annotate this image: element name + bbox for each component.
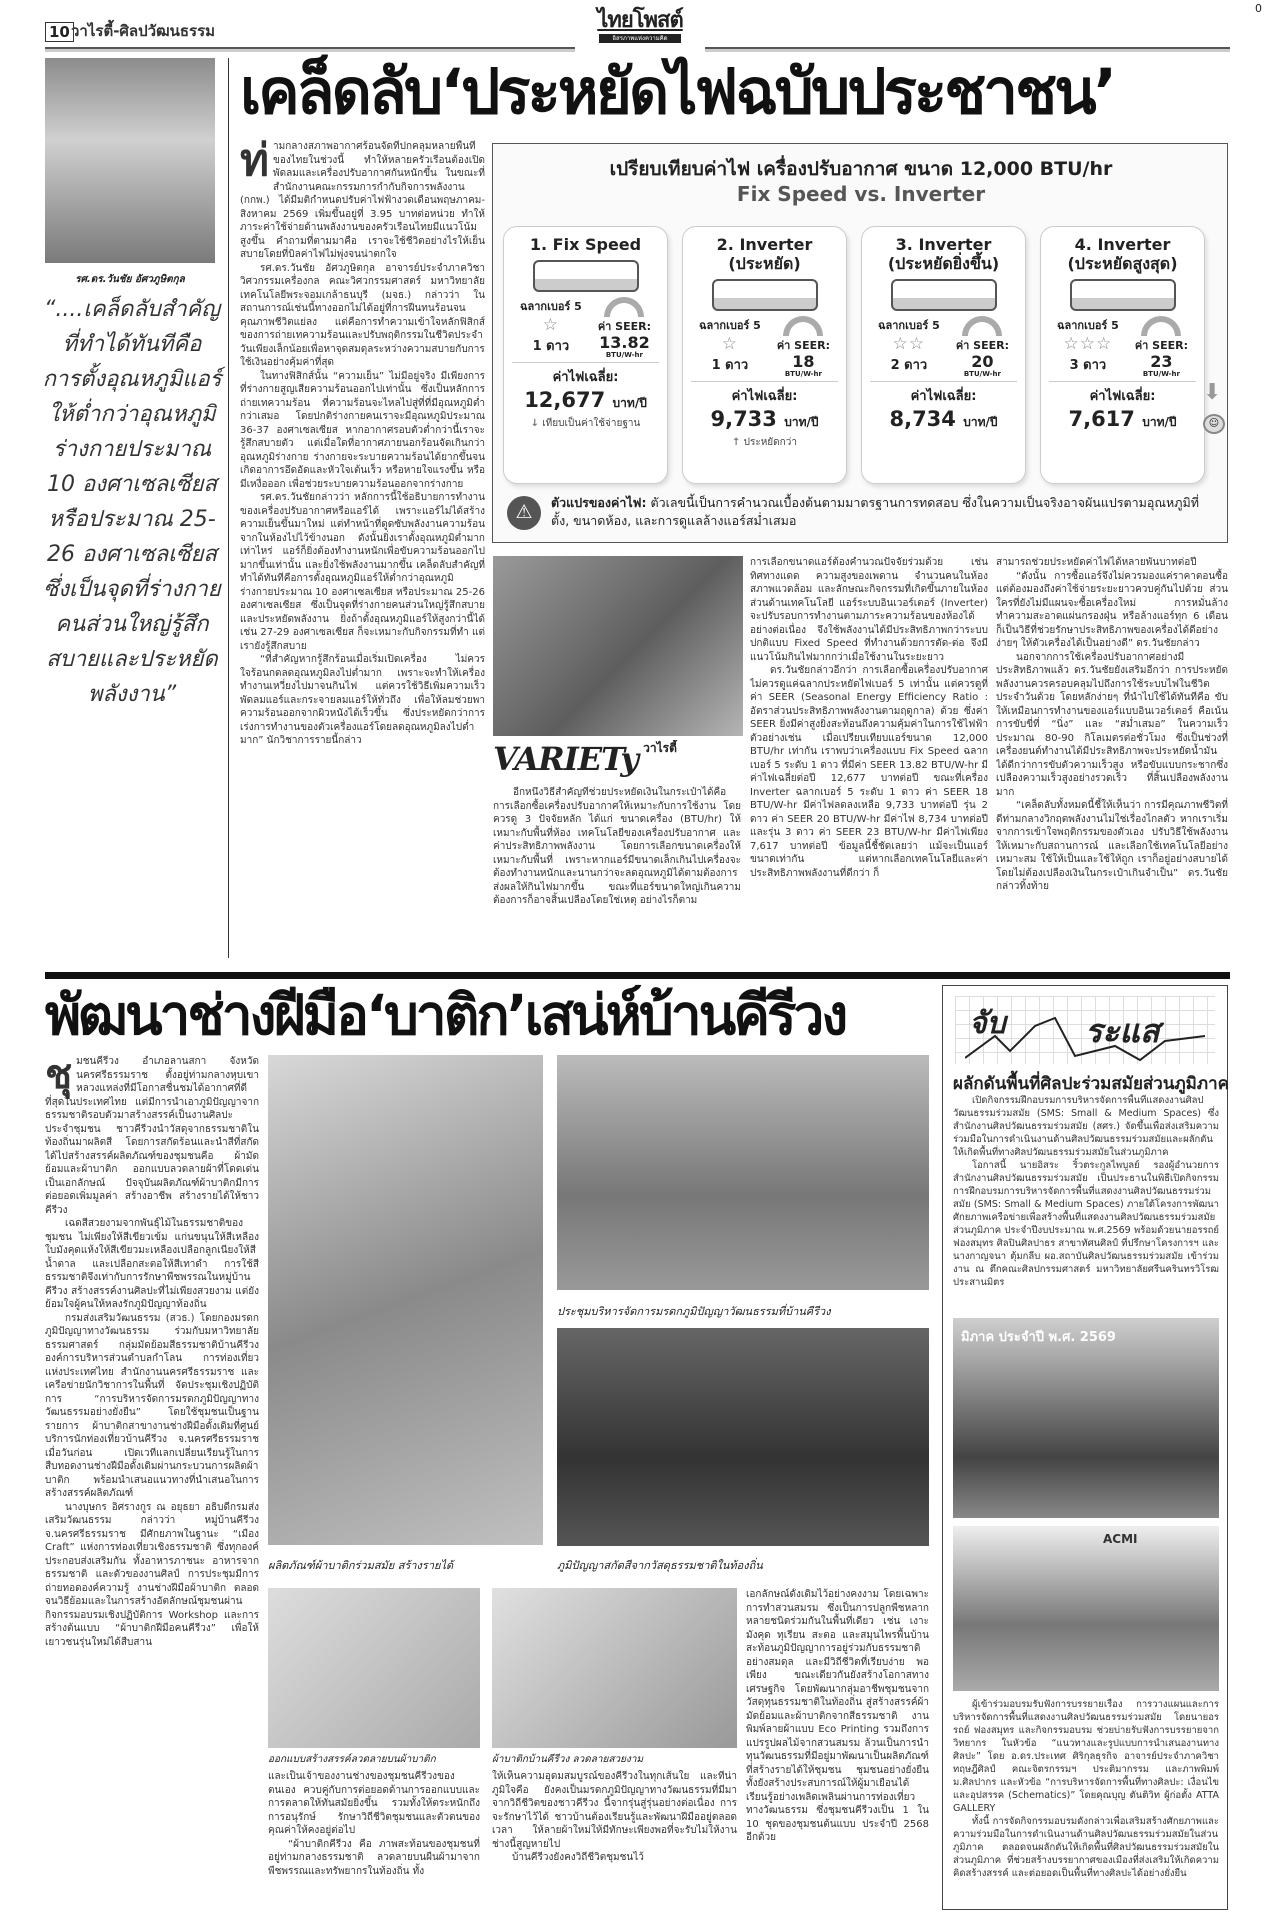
corner-mark: 0	[1255, 2, 1262, 15]
photo-batik-mannequin	[268, 1055, 543, 1545]
card-title-text: 4. Inverter	[1074, 235, 1171, 254]
paragraph: โอกาสนี้ นายอิสระ ริ้วตระกูลไพบูลย์ รองผู้อำนวยการสำนักงานศิลปวัฒนธรรมร่วมสมัย เป็นประธานในพิธีเปิดกิจกรรมการฝึกอบรมการบริหารจัดการพื้นที่แสดงงานศิลปวัฒนธรรมร่วมสมัย (SMS: Small & Medium Spaces) ภายใต้โครงการพัฒนาศักยภาพเครือข่ายเพื่อสร้างพื้นที่แสดงงานศิลปวัฒนธรรมร่วมสมัยส่วนภูมิภาค ประจำปีงบประมาณ พ.ศ.2569 พร้อมด้วยนายอรรถย์ ฟองสมุทร ศิลปินศิลปาธร สาขาทัศนศิลป์ ที่ปรึกษาโครงการฯ และนางกาญจนา ตุ้มกลีบ ผอ.สถาบันศิลปวัฒนธรรมร่วมสมัย เข้าร่วมงาน ณ ตึกคณะศิลปกรรมศาสตร์ มหาวิทยาลัยศรีนครินทรวิโรฒ ประสานมิตร	[953, 1160, 1219, 1288]
cost-label: ค่าไฟเฉลี่ย:	[910, 389, 977, 404]
stars-label: 2 ดาว	[890, 358, 928, 373]
card-title-text: 3. Inverter	[895, 235, 992, 254]
paragraph: “เคล็ดลับทั้งหมดนี้ชี้ให้เห็นว่า การมีคุณภาพชีวิตที่ดีท่ามกลางวิกฤตพลังงานไม่ใช่เรื่องไกลตัว หากเราเริ่มจากการเข้าใจพฤติกรรมของตัวเอง ปรับวิธีใช้พลังงานให้เหมาะกับสถานการณ์ และเลือกใช้เทคโนโลยีอย่างเหมาะสม ใช้ให้เป็นและใช้ให้ถูก เราก็อยู่อย่างสบายได้โดยไม่ต้องเปลืองเงินในกระเป๋าเกินจำเป็น” ดร.วันชัยกล่าวทิ้งท้าย	[996, 800, 1228, 892]
ac-card	[861, 226, 1026, 484]
article1-col2	[493, 786, 741, 966]
cost-unit: บาท/ปี	[784, 415, 819, 429]
card-title	[862, 235, 1025, 273]
arrow-icon: ↑	[732, 437, 741, 448]
page-number: 10	[45, 22, 74, 42]
seer-unit: BTU/W-hr	[605, 351, 643, 359]
article1-col3	[750, 556, 988, 966]
warning-text: ตัวเลขนี้เป็นการคำนวณเบื้องต้นตามมาตรฐานการทดสอบ ซึ่งในความเป็นจริงอาจผันแปรตามอุณหภูมิที่ตั้ง, ขนาดห้อง, และการดูแลล้างแอร์สม่ำเสมอ	[551, 495, 1199, 528]
photo-batik-design	[268, 1588, 480, 1748]
paragraph: รศ.ดร.วันชัยกล่าวว่า หลักการนี้ใช้อธิบายการทำงานของเครื่องปรับอากาศหรือแอร์ได้ เพราะแอร์ไม่ได้สร้างความเย็นขึ้นมาใหม่ แต่ทำหน้าที่ดูดซับพลังงานความร้อนจากในห้องไปไว้ข้างนอก ดังนั้นยิ่งเราตั้งอุณหภูมิต่ำมากเท่าไหร่ แอร์ก็ยิ่งต้องทำงานหนักเพื่อขับความร้อนออกไปมากขึ้นเท่านั้น และยิ่งใช้พลังงานมากขึ้น เคล็ดลับสำคัญที่ทำได้ทันทีคือการตั้งอุณหภูมิแอร์ให้ต่ำกว่าอุณหภูมิร่างกายประมาณ 10 องศาเซลเซียส หรือประมาณ 25-26 องศาเซลเซียส ซึ่งเป็นจุดที่ร่างกายคนส่วนใหญ่รู้สึกสบายและประหยัดพลังงาน ยิ่งถ้าตั้งอุณหภูมิแอร์ให้สูงกว่านี้ได้เช่น 27-29 องศาเซลเซียส ก็จะเหมาะกับกิจกรรมที่ทำ แต่เรายังรู้สึกสบาย	[240, 492, 485, 652]
paragraph: เอกลักษณ์ดั้งเดิมไว้อย่างคงงาม โดยเฉพาะการทำสวนสมรม ซึ่งเป็นการปลูกพืชหลากหลายชนิดร่วมกันในพื้นที่เดียว เช่น เงาะ มังคุด ทุเรียน สะตอ และสมุนไพรพื้นบ้าน สะท้อนภูมิปัญญาการอยู่ร่วมกับธรรมชาติอย่างสมดุล และมีวิถีชีวิตที่เรียบง่าย พอเพียง ขณะเดียวกันยังสร้างโอกาสทางเศรษฐกิจ โดยพัฒนากลุ่มอาชีพชุมชนจากวัสดุทุนธรรมชาติในท้องถิ่น สู่สร้างสรรค์ผ้ามัดย้อมและผ้าบาติกจากสีธรรมชาติ งานพิมพ์ลายผ้าแบบ Eco Printing รวมถึงการแปรรูปผลไม้จากสวนสมรม ล้วนเป็นการนำทุนวัฒนธรรมที่มีอยู่มาพัฒนาเป็นผลิตภัณฑ์ที่สร้างรายได้ให้ชุมชน ชุมชนอย่างยั่งยืน ทั้งยังสร้างประสบการณ์ให้ผู้มาเยือนได้เรียนรู้อย่างเพลิดเพลินผ่านการท่องเที่ยวทางวัฒนธรรม ซึ่งชุมชนคีรีวงเป็น 1 ใน 10 ชุดของชุมชนต้นแบบ ประจำปี 2568 อีกด้วย	[746, 1589, 929, 1843]
cost-unit: บาท/ปี	[1142, 415, 1177, 429]
card-subtitle: (ประหยัดยิ่งขึ้น)	[887, 254, 1000, 273]
air-conditioner-icon	[712, 279, 818, 311]
paragraph: นางบุษกร อิศรางกูร ณ อยุธยา อธิบดีกรมส่งเสริมวัฒนธรรม กล่าวว่า หมู่บ้านคีรีวง จ.นครศรีธรรมราช มีศักยภาพในฐานะ “เมือง Craft” แห่งการท่องเที่ยวเชิงธรรมชาติ ซึ่งทุกองค์ประกอบส่งเสริมกัน ทั้งอาหารภาชนะ อาหารจากธรรมชาติ และตัวของงานศิลป์ การประชุมมีการถ่ายทอดองค์ความรู้ งานช่างฝีมือผ้าบาติก ตลอดจนวิธีย้อมและในการสร้างอัตลักษณ์ชุมชนผ่านกิจกรรมอบรมเชิงปฏิบัติการ Workshop และการสร้างต้นแบบ “ผ้าบาติกฝีมือคนคีรีวง” เพื่อให้เยาวชนรุ่นใหม่ได้สืบสาน	[45, 1501, 259, 1648]
seer-value: 18	[792, 352, 815, 371]
card-subtitle: (ประหยัดสูงสุด)	[1067, 254, 1178, 273]
air-conditioner-icon	[1070, 279, 1176, 311]
article1-headline: เคล็ดลับ‘ประหยัดไฟฉบับประชาชน’	[240, 55, 1115, 128]
ac-card	[682, 226, 847, 484]
warning-label: ตัวแปรของค่าไฟ:	[551, 495, 647, 510]
photo-heritage-meeting	[557, 1055, 929, 1290]
sidebar-text-top	[953, 1094, 1219, 1314]
paragraph: ผู้เข้าร่วมอบรมรับฟังการบรรยายเรื่อง การวางแผนและการบริหารจัดการพื้นที่แสดงงานศิลปวัฒนธรรมร่วมสมัย โดยนายอรรถย์ ฟองสมุทร และกิจกรรมอบรม ช่วยบ่ายรับฟังการบรรยายจากวิทยากร ในหัวข้อ “แนวทางและรูปแบบการนำเสนองานทางศิลปะ” โดย อ.ดร.ประเทศ ศิริกุลธุรกิจ อาจารย์ประจำภาควิชาทฤษฎีศิลป์ คณะจิตรกรรมฯ ประติมากรรม และภาพพิมพ์ ม.ศิลปากร และหัวข้อ “การบริหารจัดการพื้นที่ทางศิลปะ: เงื่อนไขและอุปสรรค (Schematics)” โดยคุณบุญ ตันติวิท ผู้ก่อตั้ง ATTA GALLERY	[953, 1699, 1219, 1814]
article2-col-right	[746, 1588, 929, 1910]
seer-label: ค่า SEER:	[597, 320, 651, 333]
section-name: วาไรตี้-ศิลปวัฒนธรรม	[71, 22, 216, 40]
card-ratings	[1049, 316, 1196, 382]
gauge-icon	[783, 316, 823, 336]
cost	[504, 387, 667, 416]
paragraph: ให้เห็นความอุดมสมบูรณ์ของคีรีวงในทุกเส้นใย และที่น่าภูมิใจคือ ยังคงเป็นมรดกภูมิปัญญาทางวัฒนธรรมที่มีมาจากวิถีชีวิตของชาวคีรีวง นี้จากรุ่นสู่รุ่นอย่างต่อเนื่อง การจะรักษาไว้ได้ ชาวบ้านต้องเรียนรู้และพัฒนาฝีมืออยู่ตลอดเวลา ให้ลายผ้าใหม่ให้มีทักษะเพียงพอที่จะรับไม่ให้งานช่างนี้สูญหายไป	[492, 1771, 737, 1850]
caption-dyeing: ภูมิปัญญาสกัดสีจากวัสดุธรรมชาติในท้องถิ่น	[557, 1559, 763, 1572]
cost-label: ค่าไฟเฉลี่ย:	[731, 389, 798, 404]
cost-value: 7,617	[1068, 407, 1135, 431]
portrait-photo	[45, 58, 215, 263]
paragraph: การเลือกขนาดแอร์ต้องคำนวณปัจจัยร่วมด้วย เช่น ทิศทางแดด ความสูงของเพดาน จำนวนคนในห้อง สภาพแวดล้อม และลักษณะกิจกรรมที่เกิดขึ้นภายในห้อง ส่วนด้านเทคโนโลยี แอร์ระบบอินเวอร์เตอร์ (Inverter) จะปรับรอบการทำงานตามภาระความร้อนของห้องได้อย่างต่อเนื่อง จึงใช้พลังงานได้มีประสิทธิภาพกว่าระบบปกติแบบ Fixed Speed ที่ทำงานด้วยการตัด-ต่อ จึงมีแนวโน้มกินไฟมากกว่าเมื่อใช้งานในระยะยาว	[750, 557, 988, 663]
paragraph: เฉดสีสวยงามจากพันธุ์ไม้ในธรรมชาติของชุมชน ไม่เพียงให้สีเขียวเข้ม แก่นขนุนให้สีเหลือง ใบมังคุดแห้งให้สีเขียวมะเหลืองเปลือกลูกเนียงให้สีน้ำตาล และเปลือกสะตอให้สีเทาดำ การใช้สีธรรมชาติจึงเท่ากับการรักษาพืชพรรณในหมู่บ้านคีรีวง สร้างสรรค์งานศิลปะที่ไม่เพียงสวยงาม แต่ยังย้อมใจผู้คนให้หลงรักภูมิปัญญาท้องถิ่น	[45, 1218, 259, 1310]
sidebar-jab-krasae	[942, 985, 1228, 1910]
warning-icon: ⚠	[507, 496, 541, 530]
logo-right: ระแส	[1085, 1012, 1160, 1050]
newspaper-logo	[585, 8, 695, 43]
photo-batik-fabric	[492, 1588, 737, 1748]
article2-lead: มชนคีรีวง อำเภอลานสกา จังหวัดนครศรีธรรมราช ตั้งอยู่ท่ามกลางหุบเขาหลวงแหล่งที่มีโอกาสชื่นชมได้อากาศที่ดีที่สุดในประเทศไทย แต่มีการนำเอาภูมิปัญญาจากธรรมชาติรอบตัวมาสร้างสรรค์เป็นงานศิลปะประจำชุมชน ชาวคีรีวงนำวัสดุจากธรรมชาติในท้องถิ่นมาผลิตสี โดยการสกัดร้อนและนำสีที่สกัดได้ไปสร้างสรรค์ผลิตภัณฑ์ของชุมชนคือ ผ้ามัดย้อมและผ้าบาติก ออกแบบลวดลายผ้าที่โดดเด่นเป็นเอกลักษณ์ ปัจจุบันผลิตภัณฑ์ผ้าบาติกมีการต่อยอดเพิ่มมูลค่า สร้างอาชีพ สร้างรายได้ให้ชาวคีรีวง	[45, 1056, 259, 1216]
caption-design: ออกแบบสร้างสรรค์ลวดลายบนผ้าบาติก	[268, 1754, 436, 1765]
seer-value: 23	[1150, 352, 1173, 371]
article1-col4	[996, 556, 1228, 966]
cost	[1041, 406, 1204, 435]
paragraph: สามารถช่วยประหยัดค่าไฟได้หลายพันบาทต่อปี	[996, 557, 1197, 568]
variety-logo-text: VARIETy	[493, 740, 639, 778]
piggy-bank-icon: ☺	[1203, 414, 1225, 434]
energy-label: ฉลากเบอร์ 5	[520, 300, 582, 313]
portrait-caption: รศ.ดร.วันชัย อัศวภูษิตกุล	[75, 274, 185, 285]
energy-label: ฉลากเบอร์ 5	[699, 319, 761, 332]
seer-label: ค่า SEER:	[776, 339, 830, 352]
arrow-icon: ↓	[530, 418, 540, 429]
ac-card	[1040, 226, 1205, 484]
air-conditioner-icon	[533, 260, 639, 292]
card-title	[683, 235, 846, 273]
seer-label: ค่า SEER:	[955, 339, 1009, 352]
seer-unit: BTU/W-hr	[963, 370, 1001, 378]
star-icons: ☆☆☆	[1063, 334, 1113, 354]
paragraph: และเป็นเจ้าของงานช่างของชุมชนคีรีวงของตนเอง ควบคู่กับการต่อยอดด้านการออกแบบและการตลาดให้ทันสมัยยิ่งขึ้น รวมทั้งให้ตระหนักถึงการอนุรักษ์ รักษาวิถีชีวิตชุมชนและตัวตนของคุณค่าให้คงอยู่ต่อไป	[268, 1771, 480, 1836]
article1-lead: ามกลางสภาพอากาศร้อนจัดที่ปกคลุมหลายพื้นที่ของไทยในช่วงนี้ ทำให้หลายครัวเรือนต้องเปิดพัดลมและเครื่องปรับอากาศกันหนักขึ้น ในขณะที่สำนักงานคณะกรรมการกำกับกิจการพลังงาน (กกพ.) ได้มีมติกำหนดปรับค่าไฟฟ้างวดเดือนพฤษภาคม-สิงหาคม 2569 เพิ่มขึ้นอยู่ที่ 3.95 บาทต่อหน่วย ทำให้ภาระค่าใช้จ่ายด้านพลังงานของครัวเรือนไทยมีแนวโน้มสูงขึ้น คำถามที่ตามมาคือ เราจะใช้ชีวิตอย่างไรให้เย็นสบายโดยที่บิลค่าไฟไม่พุ่งจนน่าตกใจ	[240, 141, 485, 260]
seer-unit: BTU/W-hr	[784, 370, 822, 378]
paragraph: ดร.วันชัยกล่าวอีกว่า การเลือกซื้อเครื่องปรับอากาศไม่ควรดูแค่ฉลากประหยัดไฟเบอร์ 5 เท่านั้น แต่ควรดูที่ค่า SEER (Seasonal Energy Efficiency Ratio : อัตราส่วนประสิทธิภาพพลังงานตามฤดูกาล) ด้วย ซึ่งค่า SEER ยิ่งมีค่าสูงยิ่งสะท้อนถึงความคุ้มค่าในการใช้ไฟฟ้า ตัวอย่างเช่น เมื่อเปรียบเทียบแอร์ขนาด 12,000 BTU/hr เท่ากัน เราพบว่าเครื่องแบบ Fix Speed ฉลากเบอร์ 5 ระดับ 1 ดาว ที่มีค่า SEER 13.82 BTU/W-hr มีค่าไฟเฉลี่ยต่อปี 12,677 บาทต่อปี ขณะที่เครื่อง Inverter ฉลากเบอร์ 5 ระดับ 1 ดาว ค่า SEER 18 BTU/W-hr มีค่าไฟลดลงเหลือ 9,733 บาทต่อปี รุ่น 2 ดาว ค่า SEER 20 BTU/W-hr มีค่าไฟ 8,734 บาทต่อปี และรุ่น 3 ดาว ค่า SEER 23 BTU/W-hr มีค่าไฟเพียง 7,617 บาทต่อปี ข้อมูลนี้ชี้ชัดเลยว่า แม้จะเป็นแอร์ขนาดเท่ากัน แต่หากเลือกเทคโนโลยีและค่าประสิทธิภาพพลังงานที่ดีกว่า ก็	[750, 665, 988, 879]
seer-value: 13.82	[599, 333, 650, 352]
ac-card	[503, 226, 668, 484]
cost-unit: บาท/ปี	[963, 415, 998, 429]
seer-label: ค่า SEER:	[1134, 339, 1188, 352]
card-ratings	[870, 316, 1017, 382]
energy-label: ฉลากเบอร์ 5	[1057, 319, 1119, 332]
paragraph: บ้านคีรีวงยังคงวิถีชีวิตชุมชนไว้	[512, 1852, 644, 1863]
photo-natural-dyeing	[557, 1328, 929, 1546]
column-divider	[228, 58, 229, 958]
paragraph: กรมส่งเสริมวัฒนธรรม (สวธ.) โดยกองมรดกภูมิปัญญาทางวัฒนธรรม ร่วมกับมหาวิทยาลัยธรรมศาสตร์ กลุ่มมัดย้อมสีธรรมชาติบ้านคีรีวง องค์การบริหารส่วนตำบลกำโลน การท่องเที่ยวแห่งประเทศไทย สำนักงานนครศรีธรรมราช และเครือข่ายนักวิชาการในพื้นที่ จัดประชุมเชิงปฏิบัติการ “การบริหารจัดการมรดกภูมิปัญญาทางวัฒนธรรมอย่างยั่งยืน” โดยใช้ชุมชนเป็นฐาน รายการ ผ้าบาติกสาขางานช่างฝีมือดั้งเดิมที่ศูนย์บริการนักท่องเที่ยวบ้านคีรีวง จ.นครศรีธรรมราช เมื่อวันก่อน เปิดเวทีแลกเปลี่ยนเรียนรู้ในการสืบทอดงานช่างฝีมือดั้งเดิมผ่านกระบวนการผลิตผ้าบาติก พร้อมนำเสนอแนวทางที่นำเสนอในการสร้างสรรค์ผลิตภัณฑ์	[45, 1312, 259, 1499]
paragraph: อีกหนึ่งวิธีสำคัญที่ช่วยประหยัดเงินในกระเป๋าได้คือ การเลือกซื้อเครื่องปรับอากาศให้เหมาะกับการใช้งาน โดยควรดู 3 ปัจจัยหลัก ได้แก่ ขนาดเครื่อง (BTU/hr) ให้เหมาะกับพื้นที่ห้อง เทคโนโลยีของเครื่องปรับอากาศ และค่าประสิทธิภาพพลังงาน โดยการเลือกขนาดเครื่องให้เหมาะกับพื้นที่ เพราะหากแอร์มีขนาดเล็กเกินไปเครื่องจะต้องทำงานหนักและนานกว่าจะลดอุณหภูมิได้ตามต้องการ ส่งผลให้กินไฟมากขึ้น ขณะที่แอร์ขนาดใหญ่เกินความต้องการก็อาจสิ้นเปลืองโดยใช่เหตุ อย่างไรก็ตาม	[493, 787, 741, 906]
card-title-text: 1. Fix Speed	[529, 235, 642, 254]
pull-quote: “....เคล็ดลับสำคัญที่ทำได้ทันทีคือ การตั้งอุณหภูมิแอร์ให้ต่ำกว่าอุณหภูมิร่างกายประมาณ 10 องศาเซลเซียส หรือประมาณ 25-26 องศาเซลเซียส ซึ่งเป็นจุดที่ร่างกายคนส่วนใหญ่รู้สึกสบายและประหยัดพลังงาน”	[42, 297, 222, 707]
paragraph: “ผ้าบาติกคีรีวง คือ ภาพสะท้อนของชุมชนที่อยู่ท่ามกลางธรรมชาติ ลวดลายบนผืนผ้ามาจากพืชพรรณและทรัพยากรในท้องถิ่น ทั้ง	[268, 1838, 480, 1877]
paragraph: นอกจากการใช้เครื่องปรับอากาศอย่างมีประสิทธิภาพแล้ว ดร.วันชัยยังเสริมอีกว่า การประหยัดพลังงานควรครอบคลุมไปถึงการใช้ระบบไฟในชีวิตประจำวันด้วย โดยหลักง่ายๆ ที่นำไปใช้ได้ทันทีคือ ขับให้เหมือนการทำงานของแอร์แบบอินเวอร์เตอร์ คือเน้นการขับขี่ที่ “นิ่ง” และ “สม่ำเสมอ” ในความเร็วประมาณ 80-90 กิโลเมตรต่อชั่วโมง ซึ่งเป็นช่วงที่เครื่องยนต์ทำงานได้มีประสิทธิภาพจะประหยัดน้ำมันได้ดีกว่าการขับตัวความเร็วสูง หรือขับแบบกระชากซึ่งเปลืองความเร็วสูงอย่างรวดเร็ว ที่สิ้นเปลืองพลังงานมาก	[996, 651, 1228, 798]
section-rule	[45, 972, 1230, 979]
card-ratings	[512, 297, 659, 363]
seer-value: 20	[971, 352, 994, 371]
photo-professor-at-computer	[493, 556, 743, 736]
cost-unit: บาท/ปี	[612, 396, 647, 410]
infographic-ac-comparison	[492, 143, 1228, 543]
paragraph: ในทางฟิสิกส์นั้น “ความเย็น” ไม่มีอยู่จริง มีเพียงการที่ร่างกายสูญเสียความร้อนออกไปเท่านั้น ซึ่งเป็นหลักการถ่ายเทความร้อน ที่ความร้อนจะไหลไปสู่ที่ที่มีอุณหภูมิต่ำกว่าเสมอ โดยปกติร่างกายคนเราจะมีอุณหภูมิประมาณ 36-37 องศาเซลเซียส หากอากาศรอบตัวต่ำกว่านี้เราจะรู้สึกสบายตัว แต่เมื่อใดที่อากาศภายนอกร้อนจัดเกินกว่าอุณหภูมิร่างกาย ร่างกายจะระบายความร้อนได้ยากขึ้นจนเกิดอาการอึดอัดและหัวใจเต้นเร็ว หรือหายใจแรงขึ้น หรือมีเหงื่อออก เพื่อช่วยระบายความร้อนออกจากร่างกาย	[240, 370, 485, 490]
card-ratings	[691, 316, 838, 382]
photo-banner-text: มิภาค ประจำปี พ.ศ. 2569	[961, 1330, 1116, 1345]
drop-cap: ท่	[240, 140, 270, 186]
article2-col1	[45, 1055, 259, 1910]
caption-fabric: ผ้าบาติกบ้านคีรีวง ลวดลายสวยงาม	[492, 1754, 644, 1765]
logo-text: ไทยโพสต์	[597, 8, 683, 33]
article2-col-bottom-b	[492, 1770, 737, 1910]
card-title	[1041, 235, 1204, 273]
cost	[683, 406, 846, 435]
gauge-icon	[1141, 316, 1181, 336]
cost-label: ค่าไฟเฉลี่ย:	[1089, 389, 1156, 404]
paragraph: “ที่สำคัญหากรู้สึกร้อนเมื่อเริ่มเปิดเครื่อง ไม่ควรใจร้อนกดลดอุณหภูมิลงไปต่ำมาก เพราะจะทำให้เครื่องทำงานเหวี่ยงไปมาจนกินไฟ แต่ควรใช้วิธีเพิ่มความเร็วพัดลมแอร์และกระจายลมแอร์ให้ทั่วถึง เพื่อให้ลมช่วยพาความร้อนออกจากผิวหนังได้เร็วขึ้น ซึ่งประหยัดกว่าการเร่งการทำงานของตัวเครื่องแอร์โดยลดอุณหภูมิลงไปต่ำมาก” นักวิชาการรายนี้กล่าว	[240, 654, 485, 746]
paragraph: เปิดกิจกรรมฝึกอบรมการบริหารจัดการพื้นที่แสดงงานศิลปวัฒนธรรมร่วมสมัย (SMS: Small & Medium Spaces) ซึ่งสำนักงานศิลปวัฒนธรรมร่วมสมัย (สศร.) จัดขึ้นเพื่อส่งเสริมความร่วมมือในการดำเนินงานด้านศิลปวัฒนธรรมร่วมสมัยและผลักดันให้เกิดพื้นที่ทางศิลปวัฒนธรรมร่วมสมัยในส่วนภูมิภาค	[953, 1095, 1219, 1158]
star-icons: ☆☆	[892, 334, 926, 354]
caption-mannequin: ผลิตภัณฑ์ผ้าบาติกร่วมสมัย สร้างรายได้	[268, 1559, 454, 1572]
cost	[862, 406, 1025, 435]
star-icons: ☆	[542, 315, 560, 335]
stars-label: 1 ดาว	[532, 339, 570, 354]
photo-speaker	[953, 1318, 1219, 1518]
sidebar-logo	[955, 996, 1215, 1064]
infographic-title: เปรียบเทียบค่าไฟ เครื่องปรับอากาศ ขนาด 12,000 BTU/hr	[609, 158, 1113, 180]
card-subtitle: (ประหยัด)	[728, 254, 801, 273]
star-icons: ☆	[721, 334, 739, 354]
savings-arrow-icon: ⬇	[1203, 380, 1222, 405]
cost-value: 8,734	[889, 407, 956, 431]
logo-tagline: อิสรภาพแห่งความคิด	[599, 34, 681, 43]
article2-col-bottom-a	[268, 1770, 480, 1910]
air-conditioner-icon	[891, 279, 997, 311]
energy-label: ฉลากเบอร์ 5	[878, 319, 940, 332]
cost-label: ค่าไฟเฉลี่ย:	[552, 370, 619, 385]
photo-award-ceremony	[953, 1526, 1219, 1691]
stars-label: 1 ดาว	[711, 358, 749, 373]
gauge-icon	[604, 297, 644, 317]
cost-value: 9,733	[710, 407, 777, 431]
article2-headline: พัฒนาช่างฝีมือ‘บาติก’เสน่ห์บ้านคีรีวง	[45, 983, 846, 1047]
sidebar-headline: ผลักดันพื้นที่ศิลปะร่วมสมัยส่วนภูมิภาค	[953, 1074, 1230, 1094]
note-text: เทียบเป็นค่าใช้จ่ายฐาน	[542, 418, 641, 429]
warning-note	[551, 494, 1211, 530]
sidebar-text-bottom	[953, 1698, 1219, 1903]
gauge-icon	[962, 316, 1002, 336]
variety-logo	[493, 740, 743, 780]
caption-meeting: ประชุมบริหารจัดการมรดกภูมิปัญญาวัฒนธรรมที่บ้านคีรีวง	[557, 1305, 831, 1318]
card-note	[683, 435, 846, 450]
page-header	[45, 8, 1230, 54]
stars-label: 3 ดาว	[1069, 358, 1107, 373]
drop-cap: ชุ	[45, 1055, 73, 1098]
note-text: ประหยัดกว่า	[743, 437, 797, 448]
variety-logo-thai: วาไรตี้	[643, 741, 677, 755]
photo-brand-text: ACMI	[1103, 1532, 1138, 1546]
article1-col1	[240, 140, 485, 966]
infographic-subtitle: Fix Speed vs. Inverter	[736, 182, 986, 206]
seer-unit: BTU/W-hr	[1142, 370, 1180, 378]
paragraph: ทั้งนี้ การจัดกิจกรรมอบรมดังกล่าวเพื่อเสริมสร้างศักยภาพและความร่วมมือในการดำเนินงานด้านศิลปวัฒนธรรมร่วมสมัยในส่วนภูมิภาค ตลอดจนผลักดันให้เกิดพื้นที่ศิลปวัฒนธรรมร่วมสมัยในส่วนภูมิภาค ที่ช่วยสร้างบรรยากาศของเมืองที่ส่งเสริมให้เกิดความคิดสร้างสรรค์ และต่อยอดเป็นพื้นที่ทางศิลปะได้อย่างยั่งยืน	[953, 1816, 1219, 1879]
logo-left: จับ	[969, 1006, 1006, 1041]
card-title	[504, 235, 667, 254]
card-title-text: 2. Inverter	[716, 235, 813, 254]
card-note	[504, 416, 667, 431]
paragraph: รศ.ดร.วันชัย อัศวภูษิตกุล อาจารย์ประจำภาควิชาวิศวกรรมเครื่องกล คณะวิศวกรรมศาสตร์ มหาวิทยาลัยเทคโนโลยีพระจอมเกล้าธนบุรี (มจธ.) กล่าวว่า ในสถานการณ์เช่นนี้ทางออกไม่ได้อยู่ที่การฝืนทนร้อนจนคุณภาพชีวิตแย่ลง แต่คือการทำความเข้าใจหลักฟิสิกส์ของการถ่ายเทความร้อนและปรับพฤติกรรมในชีวิตประจำวันเพียงเล็กน้อยเพื่อหาจุดสมดุลระหว่างความสบายกับการใช้เงินอย่างคุ้มค่าที่สุด	[240, 262, 485, 368]
cost-value: 12,677	[524, 388, 606, 412]
trend-line-icon	[965, 1016, 1205, 1062]
paragraph: “ดังนั้น การซื้อแอร์จึงไม่ควรมองแค่ราคาตอนซื้อ แต่ต้องมองถึงค่าใช้จ่ายระยะยาวควบคู่กันไปด้วย ส่วนใครที่ยังไม่มีแผนจะซื้อเครื่องใหม่ การหมั่นล้างทำความสะอาดแผ่นกรองฝุ่น หรือล้างแอร์ทุก 6 เดือน ก็เป็นวิธีที่ช่วยรักษาประสิทธิภาพของเครื่องได้ดีอย่างง่ายๆ ให้ตัวเครื่องได้เป็นอย่างดี” ดร.วันชัยกล่าว	[996, 570, 1228, 649]
